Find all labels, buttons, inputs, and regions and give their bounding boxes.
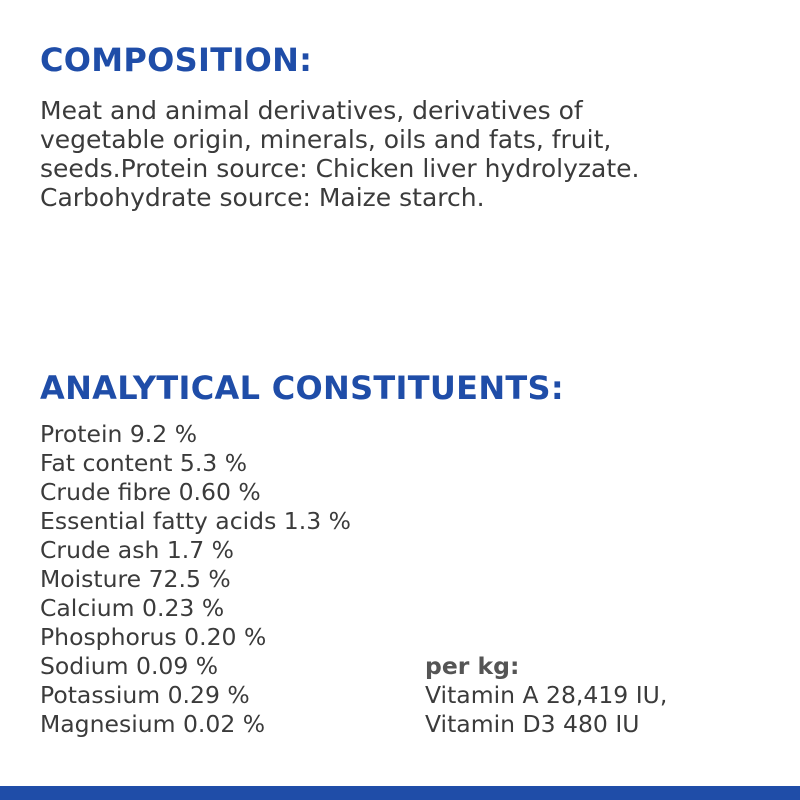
vitamin-d3-line: Vitamin D3 480 IU — [425, 710, 640, 738]
constituent-item: Sodium 0.09 % — [40, 652, 219, 680]
constituent-item: Magnesium 0.02 % — [40, 710, 266, 738]
constituent-item: Moisture 72.5 % — [40, 565, 231, 593]
composition-line: seeds.Protein source: Chicken liver hydrolyzate. — [40, 154, 640, 183]
constituent-item: Fat content 5.3 % — [40, 449, 248, 477]
composition-heading: COMPOSITION: — [40, 41, 313, 79]
constituent-item: Crude ash 1.7 % — [40, 536, 234, 564]
constituent-item: Essential fatty acids 1.3 % — [40, 507, 351, 535]
constituent-item: Protein 9.2 % — [40, 420, 198, 448]
composition-line: Meat and animal derivatives, derivatives of — [40, 96, 583, 125]
bottom-brand-bar — [0, 786, 800, 800]
constituent-item: Potassium 0.29 % — [40, 681, 250, 709]
per-kg-title: per kg: — [425, 652, 520, 680]
analytical-constituents-list — [40, 420, 351, 739]
vitamin-a-line: Vitamin A 28,419 IU, — [425, 681, 668, 709]
per-kg-block — [425, 652, 667, 739]
constituent-item: Crude fibre 0.60 % — [40, 478, 261, 506]
composition-line: Carbohydrate source: Maize starch. — [40, 183, 485, 212]
constituent-item: Calcium 0.23 % — [40, 594, 225, 622]
constituent-item: Phosphorus 0.20 % — [40, 623, 267, 651]
composition-line: vegetable origin, minerals, oils and fats, fruit, — [40, 125, 612, 154]
composition-text — [40, 96, 740, 212]
analytical-constituents-heading: ANALYTICAL CONSTITUENTS: — [40, 369, 564, 407]
